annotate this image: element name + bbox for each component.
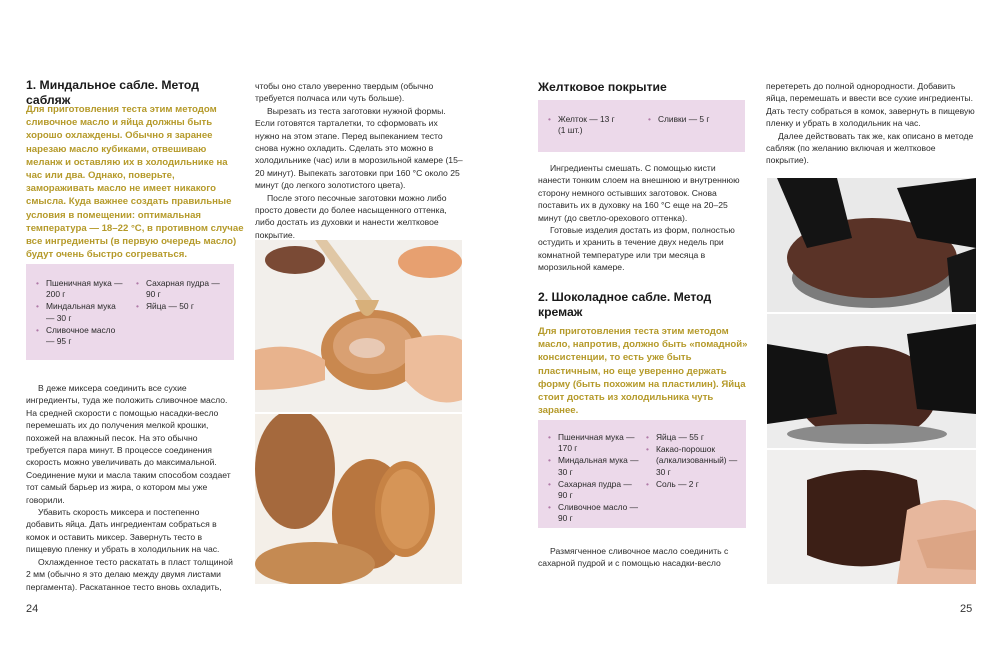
page-number-left: 24 [26, 603, 39, 615]
paragraph: После этого песочные заготовки можно либо просто довести до более насыщенного оттенка, либо достать из духовки и нанести желтковое покрытие. [255, 192, 447, 240]
ingredients-list-col2 [646, 432, 742, 491]
photo-baked-discs [255, 414, 462, 584]
photo-brushing-tart [255, 240, 462, 412]
ingredients-list-col1 [36, 278, 126, 348]
ingredient-item: • Сливочное масло — 95 г [36, 325, 126, 347]
body-text-cremage-bottom [538, 545, 748, 570]
photo-gloved-tart-shaping [767, 314, 976, 448]
section-title-cremage: 2. Шоколадное сабле. Метод кремаж [538, 290, 712, 319]
ingredients-list-col1 [548, 432, 640, 526]
paragraph: Ингредиенты смешать. С помощью кисти нанести тонким слоем на внешнюю и внутреннюю сторону немного остывших заготовок. Снова поставить их в духовку на 160 °С еще на 20–25 минут (до светло-орехового оттенка). [538, 163, 740, 223]
paragraph: перетереть до полной однородности. Добавить яйца, перемешать и ввести все сухие ингредиенты. Дать тесту собраться в комок, завернуть в пищевую пленку и убрать в холодильник на час. [766, 81, 975, 129]
ingredient-item: • Соль — 2 г [646, 479, 742, 490]
ingredient-item: • Пшеничная мука — 200 г [36, 278, 126, 300]
page-number-right: 25 [960, 603, 973, 615]
section-title-glaze: Желтковое покрытие [538, 80, 667, 94]
paragraph: Готовые изделия достать из форм, полностью остудить и хранить в течение двух недель при комнатной температуре или три месяца в морозильной камере. [538, 225, 735, 273]
ingredient-item: • Сахарная пудра — 90 г [548, 479, 640, 501]
ingredient-item: • Сливочное масло — 90 г [548, 502, 640, 524]
section-title-sablage: 1. Миндальное сабле. Метод сабляж [26, 78, 199, 107]
ingredient-item: • Сахарная пудра — 90 г [136, 278, 226, 300]
paragraph: Вырезать из теста заготовки нужной формы. Если готовятся тарталетки, то сформовать их нужно на этом этапе. Перед выпеканием тесто снова нужно охладить. Сделать это можно в холодильнике (час) или в морозильной камере (15–20 минут). Выпекать заготовки при 160 °С около 25 минут (до легкого золотистого цвета). [255, 105, 463, 191]
paragraph: чтобы оно стало уверенно твердым (обычно требуется полчаса или чуть больше). [255, 81, 434, 104]
ingredients-list-col2 [136, 278, 226, 314]
ingredient-item: • Миндальная мука — 30 г [548, 455, 640, 477]
photo-gloved-dough-press [767, 178, 976, 312]
lead-paragraph-sablage: Для приготовления теста этим методом сливочное масло и яйца должны быть хорошо охлаждены. Обычно я заранее нарезаю масло кубиками, отвешиваю меланж и оставляю их в холодильнике на час или два. Однако, поверьте, замораживать масло не имеет никакого смысла. Куда важнее создать правильные условия в помещении: оптимальная температура — 18–22 °С, в противном случае все ингредиенты (в первую очередь масло) будут очень быстро согреваться. [26, 104, 244, 261]
body-text-left-col2 [255, 80, 463, 241]
lead-paragraph-cremage: Для приготовления теста этим методом масло, напротив, должно быть «помадной» консистенции, то есть уже быть пластичным, но еще уверенно держать форму (быть похожим на пластилин). Яйца стоит достать из холодильника чуть заранее. [538, 326, 748, 417]
body-text-left-col1 [26, 382, 236, 593]
ingredient-item: • Яйца — 50 г [136, 301, 226, 312]
paragraph: Охлажденное тесто раскатать в пласт толщиной 2 мм (обычно я это делаю между двумя листами пергамента). Раскатанное тесто вновь охладить, [26, 556, 233, 592]
ingredient-item: • Яйца — 55 г [646, 432, 742, 443]
paragraph: Далее действовать так же, как описано в методе сабляж (по желанию включая и желтковое покрытие). [766, 130, 974, 166]
ingredient-item: • Сливки — 5 г [648, 114, 738, 125]
ingredients-box-right [538, 420, 746, 528]
glaze-ingredients-col2 [648, 114, 738, 126]
ingredients-box-left [26, 264, 234, 360]
body-text-right-col2 [766, 80, 976, 167]
ingredient-item: • Какао-порошок (алкализованный) — 30 г [646, 444, 742, 478]
glaze-ingredients-col1 [548, 114, 618, 137]
ingredient-item: • Миндальная мука — 30 г [36, 301, 126, 323]
photo-chocolate-tart-shell [767, 450, 976, 584]
ingredient-item: • Желток — 13 г (1 шт.) [548, 114, 618, 136]
paragraph: Убавить скорость миксера и постепенно добавить яйца. Дать ингредиентам собраться в комок и оставить миксер. Завернуть тесто в пищевую пленку и убрать в холодильник на час. [26, 507, 220, 555]
ingredient-item: • Пшеничная мука — 170 г [548, 432, 640, 454]
paragraph: Размягченное сливочное масло соединить с сахарной пудрой и с помощью насадки-весло [538, 546, 729, 569]
paragraph: В деже миксера соединить все сухие ингредиенты, туда же положить сливочное масло. На средней скорости с помощью насадки-весло перемешать их до получения мелкой крошки, похожей на влажный песок. На это обычно требуется пара минут. В процессе соединения скорость можно увеличивать до максимальной. Соединение муки и масла таким способом создает тот самый барьер из жира, о котором мы уже говорили. [26, 383, 231, 505]
body-text-glaze [538, 162, 748, 274]
ingredients-box-glaze [538, 100, 745, 152]
